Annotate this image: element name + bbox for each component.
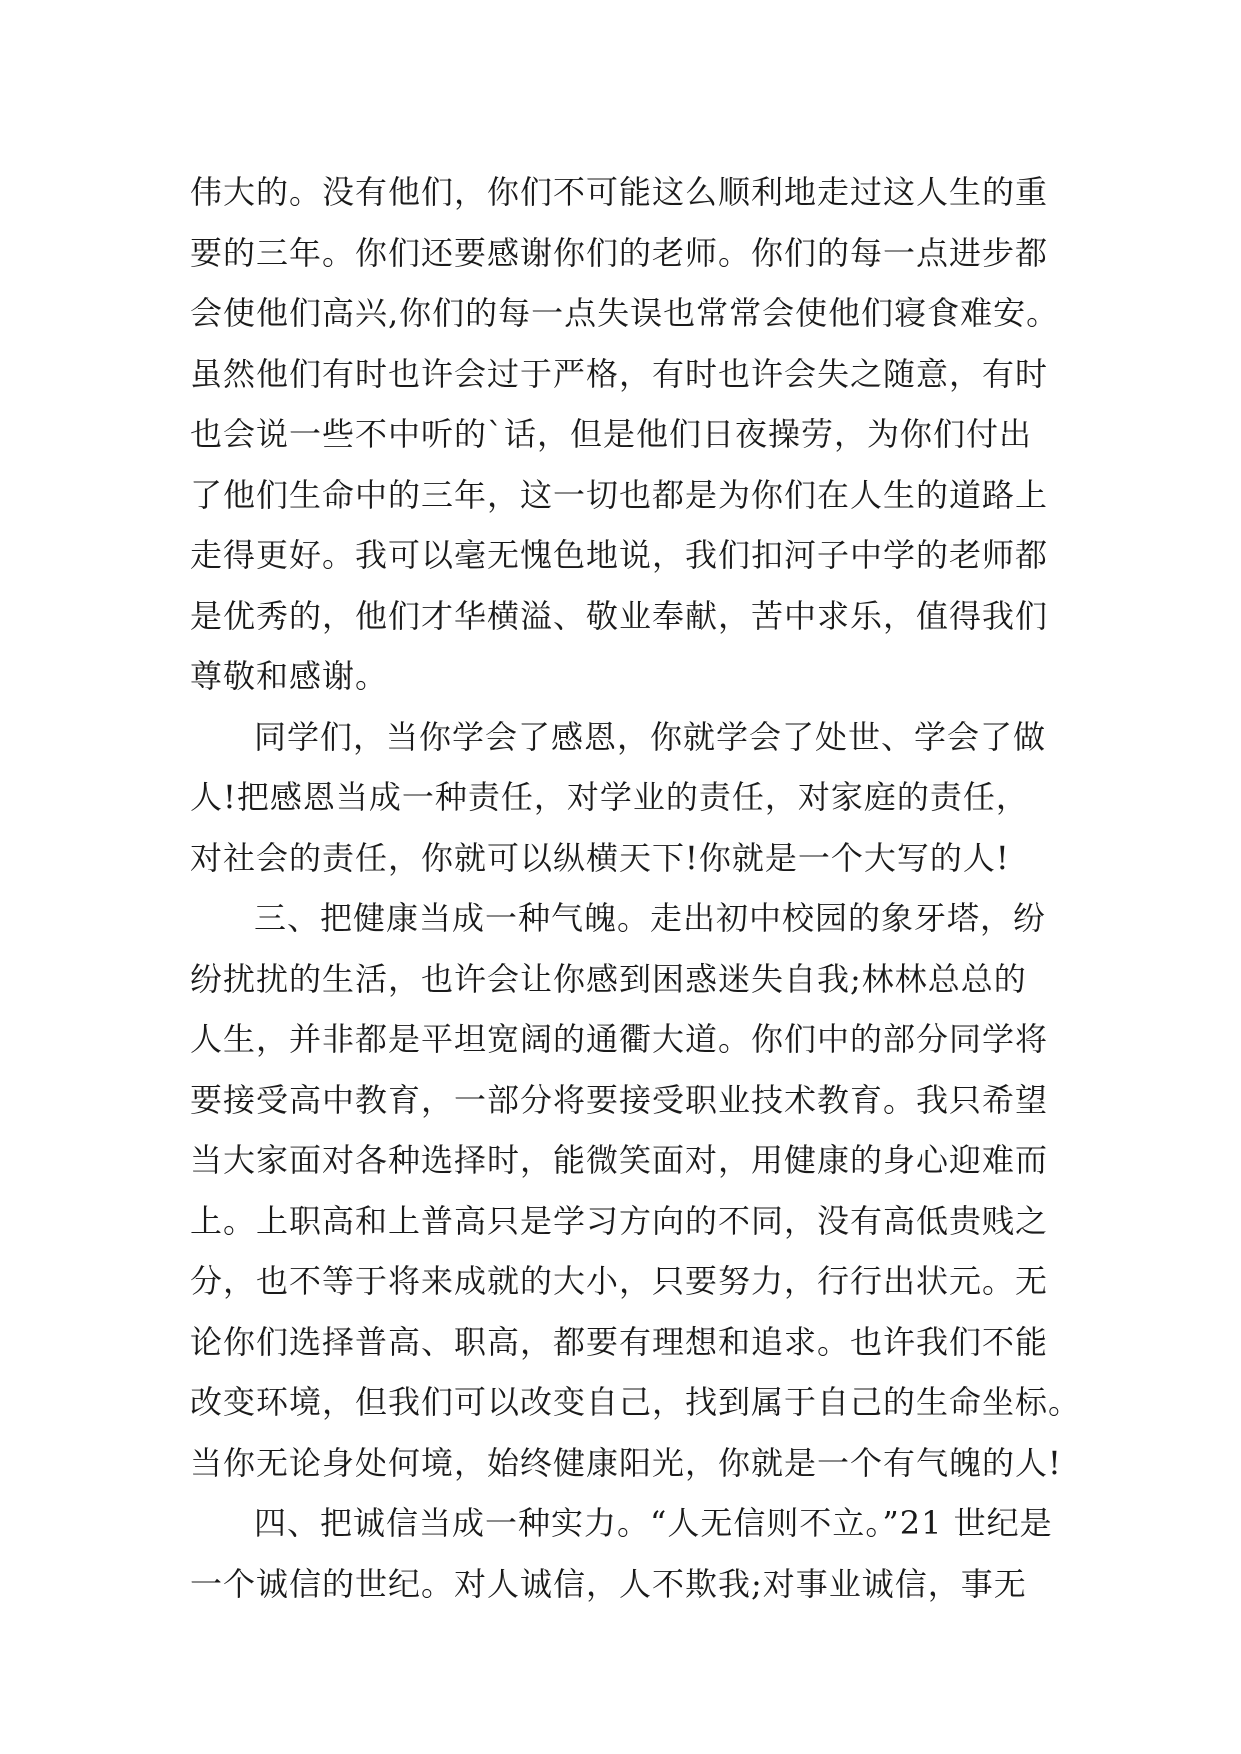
text-line: 伟大的。没有他们，你们不可能这么顺利地走过这人生的重 (190, 173, 1049, 211)
paragraph-first-line: 三、把健康当成一种气魄。走出初中校园的象牙塔，纷 (254, 899, 1047, 937)
text-line: 要接受高中教育，一部分将要接受职业技术教育。我只希望 (190, 1080, 1049, 1119)
text-line: 论你们选择普高、职高，都要有理想和追求。也许我们不能 (190, 1322, 1049, 1361)
text-line: 人生，并非都是平坦宽阔的通衢大道。你们中的部分同学将 (190, 1020, 1049, 1058)
text-line: 当你无论身处何境，始终健康阳光，你就是一个有气魄的人! (190, 1443, 1062, 1482)
text-line: 当大家面对各种选择时，能微笑面对，用健康的身心迎难而 (190, 1141, 1049, 1179)
text-line: 分，也不等于将来成就的大小，只要努力，行行出状元。无 (190, 1262, 1049, 1300)
text-line: 人!把感恩当成一种责任，对学业的责任，对家庭的责任， (190, 778, 1029, 816)
body-text (190, 162, 1082, 1614)
text-line: 要的三年。你们还要感谢你们的老师。你们的每一点进步都 (190, 233, 1049, 272)
text-line: 虽然他们有时也许会过于严格，有时也许会失之随意，有时 (190, 354, 1049, 393)
text-line: 也会说一些不中听的`话，但是他们日夜操劳，为你们付出 (190, 415, 1033, 453)
paragraph-first-line: 四、把诚信当成一种实力。“人无信则不立。”21 世纪是 (254, 1504, 1053, 1542)
paragraph-first-line: 同学们，当你学会了感恩，你就学会了处世、学会了做 (254, 717, 1047, 756)
text-line: 纷扰扰的生活，也许会让你感到困惑迷失自我;林林总总的 (190, 959, 1027, 998)
text-line: 是优秀的，他们才华横溢、敬业奉献，苦中求乐，值得我们 (190, 596, 1049, 635)
text-line: 了他们生命中的三年，这一切也都是为你们在人生的道路上 (190, 475, 1049, 514)
text-line: 对社会的责任，你就可以纵横天下!你就是一个大写的人! (190, 838, 1010, 877)
text-line: 走得更好。我可以毫无愧色地说，我们扣河子中学的老师都 (190, 536, 1049, 574)
text-line: 会使他们高兴,你们的每一点失误也常常会使他们寝食难安。 (190, 294, 1060, 332)
text-line: 上。上职高和上普高只是学习方向的不同，没有高低贵贱之 (190, 1201, 1049, 1240)
text-line: 一个诚信的世纪。对人诚信，人不欺我;对事业诚信，事无 (190, 1564, 1027, 1603)
text-line: 尊敬和感谢。 (190, 657, 389, 695)
text-line: 改变环境，但我们可以改变自己，找到属于自己的生命坐标。 (190, 1383, 1082, 1421)
